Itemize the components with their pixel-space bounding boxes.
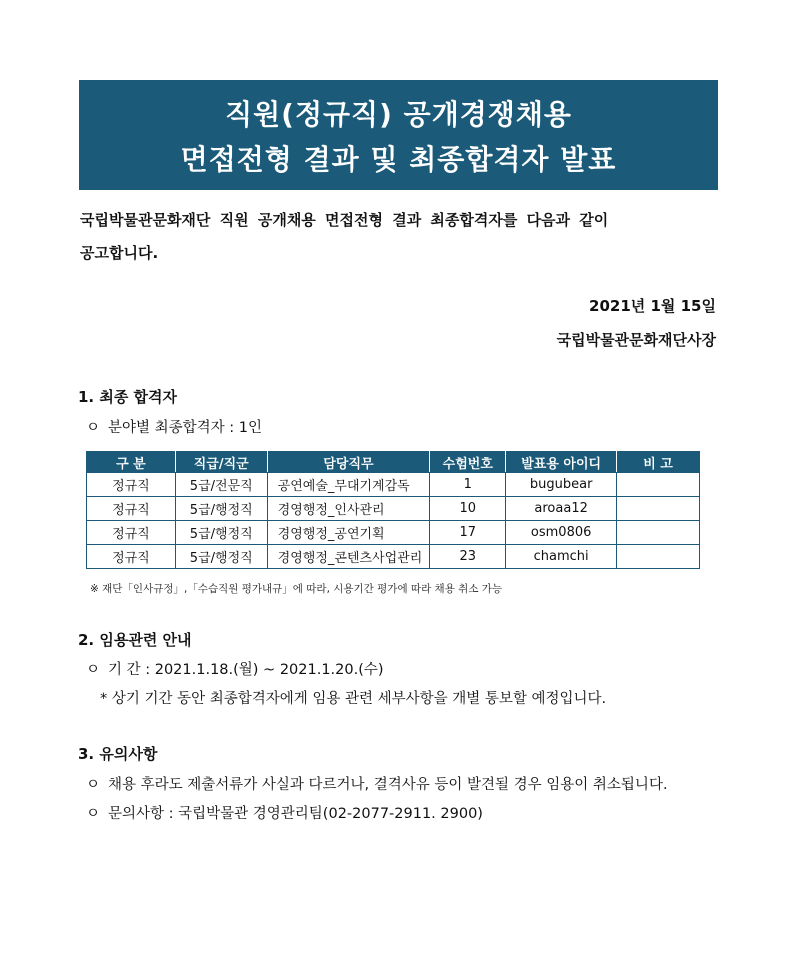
intro-line-1: 국립박물관문화재단 직원 공개채용 면접전형 결과 최종합격자를 다음과 같이 — [80, 211, 609, 229]
table-row — [87, 473, 700, 497]
item-text: 채용 후라도 제출서류가 사실과 다르거나, 결격사유 등이 발견될 경우 임용이 취소됩니다. — [108, 777, 668, 793]
column-header: 구 분 — [87, 452, 176, 473]
intro-line-2: 공고합니다. — [80, 244, 159, 262]
table-cell: 5급/행정직 — [175, 497, 267, 521]
column-header: 비 고 — [617, 452, 700, 473]
bullet-marker: ㅇ — [86, 806, 101, 822]
table-cell: 정규직 — [87, 521, 176, 545]
table-row — [87, 545, 700, 569]
section-3-title: 3. 유의사항 — [78, 745, 158, 763]
section-3-item-1 — [86, 773, 668, 794]
table-cell — [617, 521, 700, 545]
table-row — [87, 521, 700, 545]
table-cell: 5급/행정직 — [175, 545, 267, 569]
table-cell: 공연예술_무대기계감독 — [267, 473, 430, 497]
table-cell: 5급/전문직 — [175, 473, 267, 497]
title-line-1: 직원(정규직) 공개경쟁채용 — [225, 98, 572, 131]
table-cell: 10 — [430, 497, 506, 521]
table-header-row — [87, 452, 700, 473]
bullet-marker: ㅇ — [86, 420, 101, 436]
section-3-item-2 — [86, 802, 483, 823]
table-cell: 경영행정_공연기획 — [267, 521, 430, 545]
table-cell: 5급/행정직 — [175, 521, 267, 545]
intro-paragraph — [80, 204, 720, 270]
period-text: 기 간 : 2021.1.18.(월) ~ 2021.1.20.(수) — [108, 662, 384, 678]
table-cell: 경영행정_인사관리 — [267, 497, 430, 521]
title-line-2: 면접전형 결과 및 최종합격자 발표 — [180, 143, 617, 176]
table-cell: 경영행정_콘텐츠사업관리 — [267, 545, 430, 569]
table-row — [87, 497, 700, 521]
column-header: 수험번호 — [430, 452, 506, 473]
table-cell: bugubear — [506, 473, 617, 497]
table-cell: 1 — [430, 473, 506, 497]
column-header: 담당직무 — [267, 452, 430, 473]
table-cell — [617, 497, 700, 521]
table-cell — [617, 473, 700, 497]
contact-text: 문의사항 : 국립박물관 경영관리팀(02-2077-2911. 2900) — [108, 806, 483, 822]
column-header: 직급/직군 — [175, 452, 267, 473]
title-banner — [79, 80, 718, 190]
table-cell: 정규직 — [87, 497, 176, 521]
table-cell: 정규직 — [87, 473, 176, 497]
summary-text: 분야별 최종합격자 : 1인 — [108, 420, 263, 436]
announcement-date: 2021년 1월 15일 — [589, 297, 716, 315]
table-cell: 정규직 — [87, 545, 176, 569]
issuer-name: 국립박물관문화재단사장 — [556, 331, 716, 349]
table-cell: aroaa12 — [506, 497, 617, 521]
section-2-detail: * 상기 기간 동안 최종합격자에게 임용 관련 세부사항을 개별 통보할 예정입니다. — [100, 691, 607, 707]
table-cell: osm0806 — [506, 521, 617, 545]
table-footnote: ※ 재단「인사규정」,「수습직원 평가내규」에 따라, 시용기간 평가에 따라 채용 취소 가능 — [90, 583, 503, 595]
section-2-title: 2. 임용관련 안내 — [78, 631, 192, 649]
table-cell: 23 — [430, 545, 506, 569]
results-table — [86, 451, 700, 569]
column-header: 발표용 아이디 — [506, 452, 617, 473]
section-1-title: 1. 최종 합격자 — [78, 388, 178, 406]
section-1-summary — [86, 416, 262, 437]
table-cell: chamchi — [506, 545, 617, 569]
table-cell — [617, 545, 700, 569]
section-2-period — [86, 658, 384, 679]
bullet-marker: ㅇ — [86, 777, 101, 793]
table-cell: 17 — [430, 521, 506, 545]
bullet-marker: ㅇ — [86, 662, 101, 678]
